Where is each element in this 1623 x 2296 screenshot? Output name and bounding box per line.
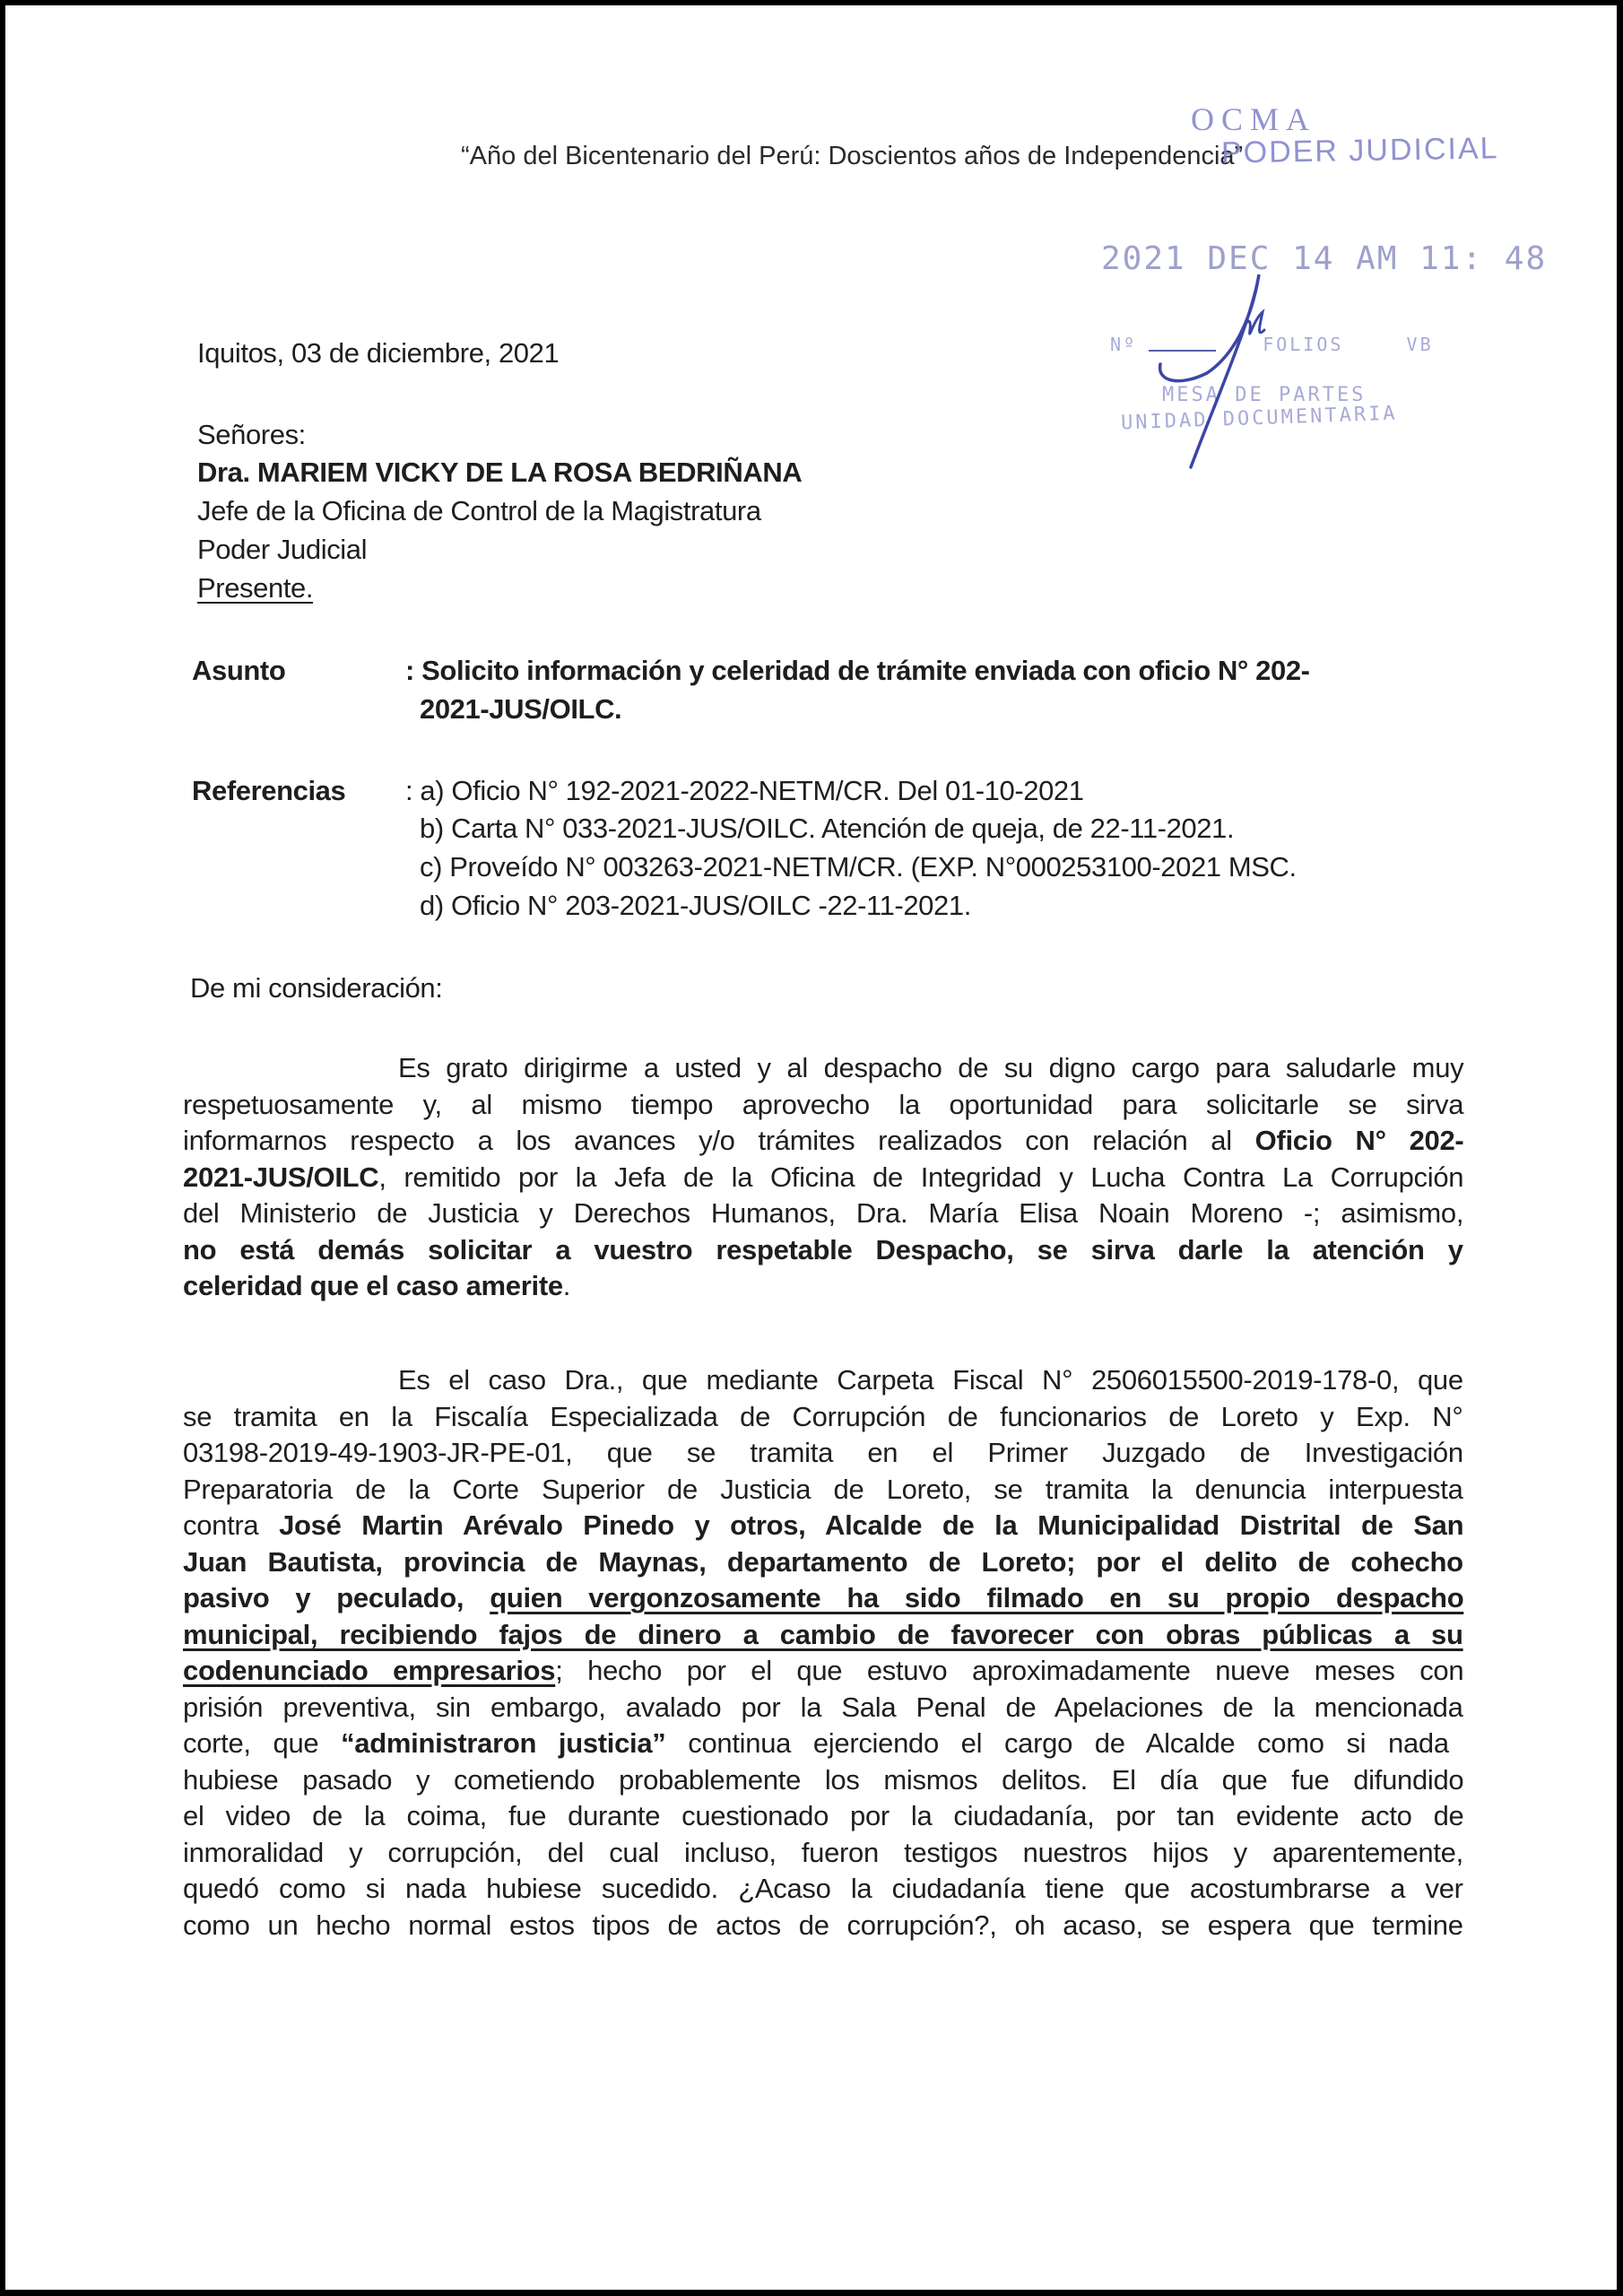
underlined-allegation: municipal, recibiendo fajos de dinero a cambio de favorecer con obras públicas a su <box>183 1618 1463 1650</box>
p2-line: contra José Martin Arévalo Pinedo y otros, Alcalde de la Municipalidad Distrital de San <box>183 1509 1464 1541</box>
stamp-office-line1: MESA DE PARTES <box>1162 384 1367 406</box>
salutation: Señores: <box>197 419 306 450</box>
p2-line <box>183 1617 1463 1654</box>
stamp-ocma: OCMA <box>1191 101 1317 137</box>
reference-item-a: : a) Oficio N° 192-2021-2022-NETM/CR. Del 01-10-2021 <box>405 775 1084 806</box>
stamp-office-line2: UNIDAD DOCUMENTARIA <box>1120 402 1399 435</box>
quoted-bold: “administraron justicia” <box>341 1727 666 1759</box>
stamp-vb-label: VB <box>1406 334 1434 355</box>
presente: Presente. <box>197 572 314 604</box>
stamp-number-label: Nº <box>1110 334 1138 355</box>
p2-line: el video de la coima, fue durante cuestionado por la ciudadanía, por tan evidente acto de <box>183 1800 1464 1831</box>
p2-line: Preparatoria de la Corte Superior de Justicia de Loreto, se tramita la denuncia interpuesta <box>183 1473 1463 1505</box>
asunto-label: Asunto <box>192 655 286 686</box>
underlined-allegation: codenunciado empresarios <box>183 1655 556 1686</box>
p2-line: corte, que “administraron justicia” continua ejerciendo el cargo de Alcalde como si nada <box>183 1727 1449 1759</box>
referencias-label: Referencias <box>192 775 346 806</box>
p2-line: 03198-2019-49-1903-JR-PE-01, que se tramita en el Primer Juzgado de Investigación <box>183 1437 1463 1468</box>
stamp-institution: PODER JUDICIAL <box>1220 131 1499 170</box>
p1-line: Es grato dirigirme a usted y al despacho de su digno cargo para saludarle muy <box>398 1052 1464 1083</box>
asunto-line2: 2021-JUS/OILC. <box>420 693 622 725</box>
p2-line: se tramita en la Fiscalía Especializada de Corrupción de funcionarios de Loreto y Exp. N° <box>183 1400 1463 1432</box>
underlined-allegation: quien vergonzosamente ha sido filmado en su propio despacho <box>490 1582 1464 1613</box>
p1-line: del Ministerio de Justicia y Derechos Humanos, Dra. María Elisa Noain Moreno -; asimismo, <box>183 1197 1464 1229</box>
reference-item-d: d) Oficio N° 203-2021-JUS/OILC -22-11-2021. <box>420 890 971 921</box>
stamp-received-datetime: 2021 DEC 14 AM 11: 48 <box>1101 240 1548 277</box>
p2-line: codenunciado empresarios; hecho por el que estuvo aproximadamente nueve meses con <box>183 1655 1464 1686</box>
p2-line: inmoralidad y corrupción, del cual incluso, fueron testigos nuestros hijos y aparentemente, <box>183 1836 1463 1868</box>
paragraph-1 <box>183 1050 1463 1305</box>
reference-item-c: c) Proveído N° 003263-2021-NETM/CR. (EXP. N°000253100-2021 MSC. <box>420 851 1297 883</box>
recipient-institution: Poder Judicial <box>197 534 368 565</box>
p1-line: 2021-JUS/OILC, remitido por la Jefa de la Oficina de Integridad y Lucha Contra La Corrupción <box>183 1161 1464 1193</box>
p1-line: informarnos respecto a los avances y/o trámites realizados con relación al Oficio N° 202- <box>183 1125 1464 1156</box>
oficio-reference-bold: 2021-JUS/OILC <box>183 1161 379 1193</box>
p2-line: Juan Bautista, provincia de Maynas, departamento de Loreto; por el delito de cohecho <box>183 1545 1463 1578</box>
accused-name-bold: José Martin Arévalo Pinedo y otros, Alcalde de la Municipalidad Distrital de San <box>279 1509 1464 1541</box>
p2-line: como un hecho normal estos tipos de actos de corrupción?, oh acaso, se espera que termine <box>183 1909 1463 1941</box>
p1-line: respetuosamente y, al mismo tiempo aprovecho la oportunidad para solicitarle se sirva <box>183 1088 1464 1120</box>
p2-line: prisión preventiva, sin embargo, avalado por la Sala Penal de Apelaciones de la mencionada <box>183 1691 1463 1723</box>
recipient-title: Jefe de la Oficina de Control de la Magistratura <box>197 495 761 526</box>
place-date: Iquitos, 03 de diciembre, 2021 <box>197 337 560 369</box>
p1-line: no está demás solicitar a vuestro respetable Despacho, se sirva darle la atención y <box>183 1233 1463 1265</box>
reference-item-b: b) Carta N° 033-2021-JUS/OILC. Atención de queja, de 22-11-2021. <box>420 813 1235 844</box>
stamp-folios-label: FOLIOS <box>1263 334 1344 355</box>
oficio-reference-bold: Oficio N° 202- <box>1254 1125 1464 1156</box>
p1-line: celeridad que el caso amerite. <box>183 1270 571 1301</box>
signature-icon <box>1153 265 1288 472</box>
p2-line: Es el caso Dra., que mediante Carpeta Fiscal N° 2506015500-2019-178-0, que <box>398 1364 1463 1396</box>
p2-line: pasivo y peculado, quien vergonzosamente ha sido filmado en su propio despacho <box>183 1582 1464 1613</box>
paragraph-2 <box>183 1362 1463 1944</box>
header-motto: “Año del Bicentenario del Perú: Doscientos años de Independencia” <box>461 142 1244 170</box>
asunto-line1: : Solicito información y celeridad de trámite enviada con oficio N° 202- <box>405 655 1310 686</box>
greeting: De mi consideración: <box>190 972 443 1004</box>
p2-line: quedó como si nada hubiese sucedido. ¿Acaso la ciudadanía tiene que acostumbrarse a ver <box>183 1873 1463 1904</box>
p2-line: hubiese pasado y cometiendo probablemente los mismos delitos. El día que fue difundido <box>183 1763 1464 1796</box>
recipient-name: Dra. MARIEM VICKY DE LA ROSA BEDRIÑANA <box>197 457 803 488</box>
